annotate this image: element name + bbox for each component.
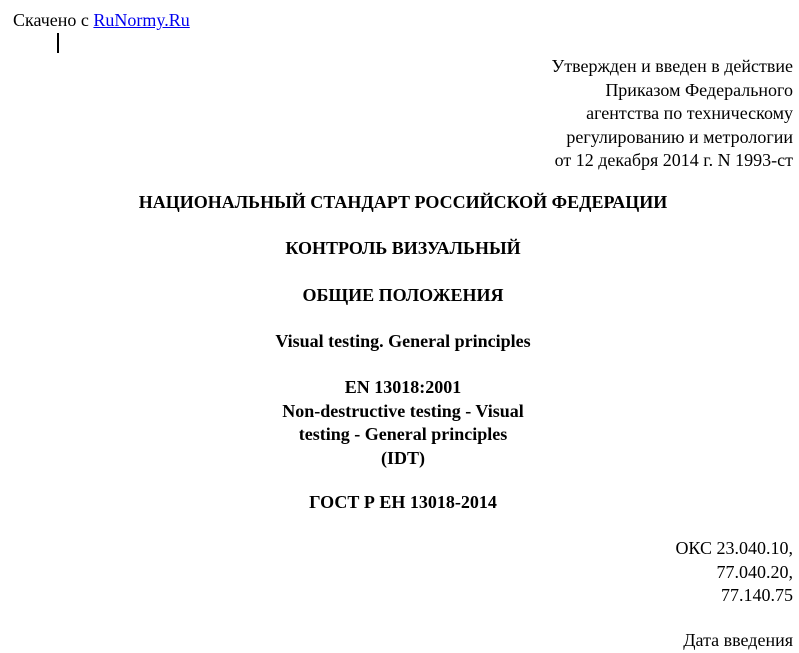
date-of-introduction: Дата введения — [683, 630, 793, 650]
standard-name-line2 — [0, 284, 799, 308]
national-standard-heading — [0, 191, 799, 215]
standard-name-line2-text: ОБЩИЕ ПОЛОЖЕНИЯ — [302, 285, 504, 305]
source-prefix: Скачено с — [13, 10, 94, 30]
english-title — [0, 330, 799, 354]
en-reference-line: testing - General principles — [298, 424, 508, 444]
en-reference-block — [0, 376, 799, 470]
approval-line: агентства по техническому — [586, 103, 793, 123]
standard-name-line1 — [0, 237, 799, 261]
classification-block — [675, 537, 793, 608]
en-reference-line: Non-destructive testing - Visual — [282, 400, 524, 421]
approval-line: от 12 декабря 2014 г. N 1993-ст — [554, 150, 793, 170]
source-line — [13, 9, 190, 31]
classification-line: 77.040.20, — [716, 561, 793, 582]
source-link[interactable]: RuNormy.Ru — [93, 10, 190, 30]
classification-line: ОКС 23.040.10, — [675, 538, 793, 558]
en-reference-line: (IDT) — [381, 447, 425, 468]
approval-block — [551, 55, 793, 173]
standard-name-line1-text: КОНТРОЛЬ ВИЗУАЛЬНЫЙ — [285, 238, 521, 258]
national-standard-text: НАЦИОНАЛЬНЫЙ СТАНДАРТ РОССИЙСКОЙ ФЕДЕРАЦИИ — [138, 192, 668, 212]
classification-line: 77.140.75 — [721, 585, 793, 605]
gost-number-text: ГОСТ Р ЕН 13018-2014 — [309, 492, 497, 512]
text-cursor — [57, 33, 59, 53]
approval-line: регулированию и метрологии — [566, 126, 793, 147]
en-reference-line: EN 13018:2001 — [344, 377, 462, 397]
english-title-text: Visual testing. General principles — [275, 331, 531, 351]
gost-number — [0, 491, 799, 515]
approval-line: Утвержден и введен в действие — [551, 56, 793, 76]
approval-line: Приказом Федерального — [605, 79, 793, 100]
